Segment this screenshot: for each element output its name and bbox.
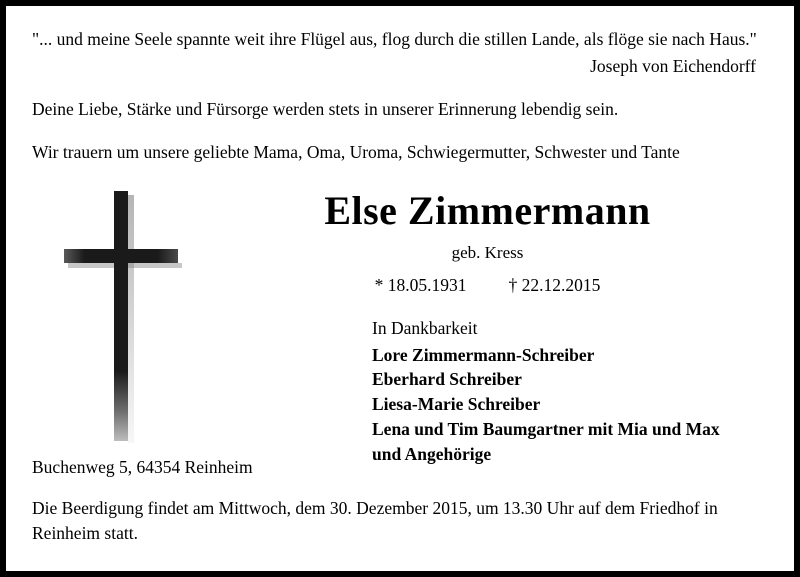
quote-text: "... und meine Seele spannte weit ihre Flügel aus, flog durch die stillen Lande, als flöge sie nach Haus.": [32, 29, 757, 49]
deceased-name: Else Zimmermann: [324, 187, 651, 233]
notice-body: [6, 6, 794, 571]
list-item: Eberhard Schreiber: [372, 369, 522, 390]
list-item: Lore Zimmermann-Schreiber: [372, 344, 595, 365]
memory-line: Deine Liebe, Stärke und Fürsorge werden stets in unserer Erinnerung lebendig sein.: [32, 98, 619, 119]
deceased-maiden-name: geb. Kress: [451, 242, 524, 262]
cross-shadow-vertical: [128, 195, 134, 443]
birth-date: * 18.05.1931: [374, 274, 467, 295]
mourning-line: Wir trauern um unsere geliebte Mama, Oma, Uroma, Schwiegermutter, Schwester und Tante: [32, 141, 680, 162]
cross-vertical-bar: [114, 191, 128, 441]
list-item: Liesa-Marie Schreiber: [372, 394, 541, 415]
gratitude-label: In Dankbarkeit: [372, 317, 478, 338]
main-block: [32, 181, 768, 464]
deceased-details: [207, 181, 768, 467]
life-dates: [207, 275, 768, 296]
quote-author: Joseph von Eichendorff: [590, 55, 756, 76]
cross-icon: [52, 191, 202, 451]
death-date: † 22.12.2015: [508, 274, 601, 295]
cross-horizontal-bar: [64, 249, 178, 263]
survivors-list: [207, 343, 768, 467]
list-item: und Angehörige: [372, 444, 492, 464]
funeral-details: Die Beerdigung findet am Mittwoch, dem 30. Dezember 2015, um 13.30 Uhr auf dem Friedhof in Reinheim statt.: [32, 497, 718, 543]
list-item: Lena und Tim Baumgartner mit Mia und Max: [372, 419, 720, 440]
address-line: Buchenweg 5, 64354 Reinheim: [32, 456, 253, 477]
